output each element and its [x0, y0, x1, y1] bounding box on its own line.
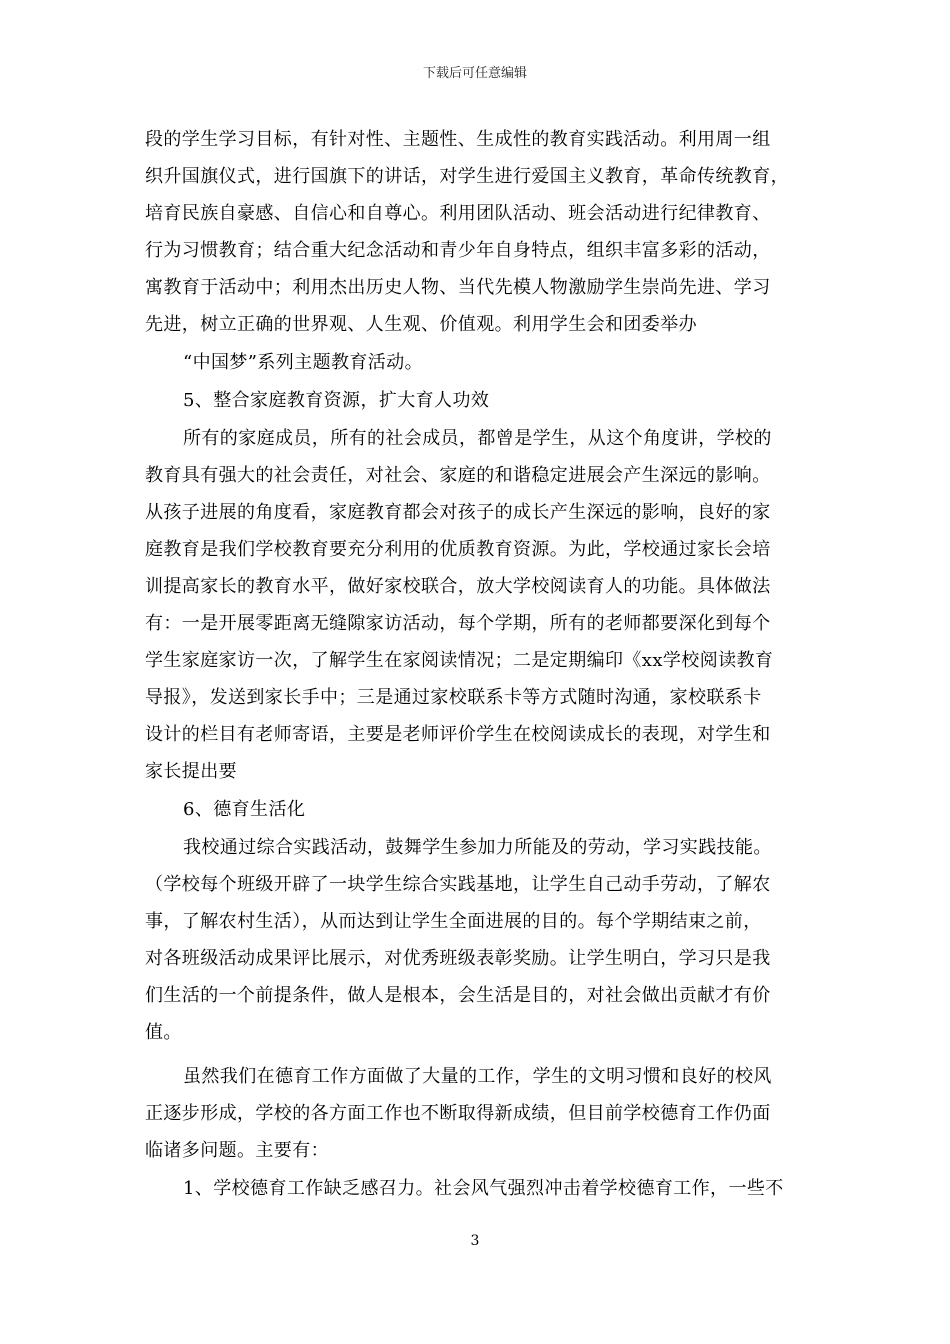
text-line: 导报》，发送到家长手中；三是通过家校联系卡等方式随时沟通，家校联系卡 [145, 687, 762, 708]
paragraph [145, 1170, 817, 1207]
document-body [145, 120, 817, 1207]
paragraph [145, 344, 817, 381]
text-line: 事，了解农村生活），从而达到让学生全面进展的目的。每个学期结束之前， [145, 911, 762, 932]
text-line: 设计的栏目有老师寄语，主要是老师评价学生在校阅读成长的表现，对学生和 [145, 724, 771, 745]
text-line: 行为习惯教育；结合重大纪念活动和青少年自身特点，组织丰富多彩的活动， [145, 240, 771, 261]
text-line: 先进，树立正确的世界观、人生观、价值观。利用学生会和团委举办 [145, 314, 697, 335]
paragraph [145, 1058, 817, 1169]
text-line: 我校通过综合实践活动，鼓舞学生参加力所能及的劳动，学习实践技能。 [183, 837, 772, 858]
paragraph [145, 382, 817, 419]
text-line: “中国梦”系列主题教育活动。 [183, 352, 424, 373]
page-header: 下载后可任意编辑 [422, 66, 527, 81]
text-line: 学生家庭家访一次，了解学生在家阅读情况；二是定期编印《xx学校阅读教育 [145, 650, 774, 671]
text-line: 临诸多问题。主要有： [145, 1140, 329, 1161]
text-line: 6、德育生活化 [183, 799, 306, 820]
text-line: 值。 [145, 1022, 182, 1043]
text-line: 训提高家长的教育水平，做好家校联合，放大学校阅读育人的功能。具体做法 [145, 576, 771, 597]
page-number: 3 [470, 1233, 480, 1249]
text-line: 教育具有强大的社会责任，对社会、家庭的和谐稳定进展会产生深远的影响。 [145, 465, 771, 486]
text-line: 培育民族自豪感、自信心和自尊心。利用团队活动、班会活动进行纪律教育、 [145, 203, 771, 224]
text-line: 从孩子进展的角度看，家庭教育都会对孩子的成长产生深远的影响，良好的家 [145, 502, 771, 523]
text-line: 有：一是开展零距离无缝隙家访活动，每个学期，所有的老师都要深化到每个 [145, 613, 771, 634]
text-line: 1、学校德育工作缺乏感召力。社会风气强烈冲击着学校德育工作，一些不 [183, 1178, 784, 1199]
text-line: 寓教育于活动中；利用杰出历史人物、当代先模人物激励学生崇尚先进、学习 [145, 277, 771, 298]
paragraph [145, 420, 817, 790]
text-line: 们生活的一个前提条件，做人是根本，会生活是目的，对社会做出贡献才有价 [145, 985, 771, 1006]
paragraph [145, 121, 817, 343]
text-line: 对各班级活动成果评比展示，对优秀班级表彰奖励。让学生明白，学习只是我 [145, 948, 771, 969]
text-line: 所有的家庭成员，所有的社会成员，都曾是学生，从这个角度讲，学校的 [183, 428, 772, 449]
text-line: 家长提出要 [145, 761, 237, 782]
paragraph [145, 829, 817, 1051]
text-line: 庭教育是我们学校教育要充分利用的优质教育资源。为此，学校通过家长会培 [145, 539, 771, 560]
paragraph [145, 791, 817, 828]
text-line: 正逐步形成，学校的各方面工作也不断取得新成绩，但目前学校德育工作仍面 [145, 1103, 771, 1124]
text-line: （学校每个班级开辟了一块学生综合实践基地，让学生自己动手劳动，了解农 [145, 874, 771, 895]
text-line: 织升国旗仪式，进行国旗下的讲话，对学生进行爱国主义教育，革命传统教育， [145, 166, 789, 187]
text-line: 5、整合家庭教育资源，扩大育人功效 [183, 390, 490, 411]
text-line: 虽然我们在德育工作方面做了大量的工作，学生的文明习惯和良好的校风 [183, 1066, 772, 1087]
text-line: 段的学生学习目标，有针对性、主题性、生成性的教育实践活动。利用周一组 [145, 129, 771, 150]
